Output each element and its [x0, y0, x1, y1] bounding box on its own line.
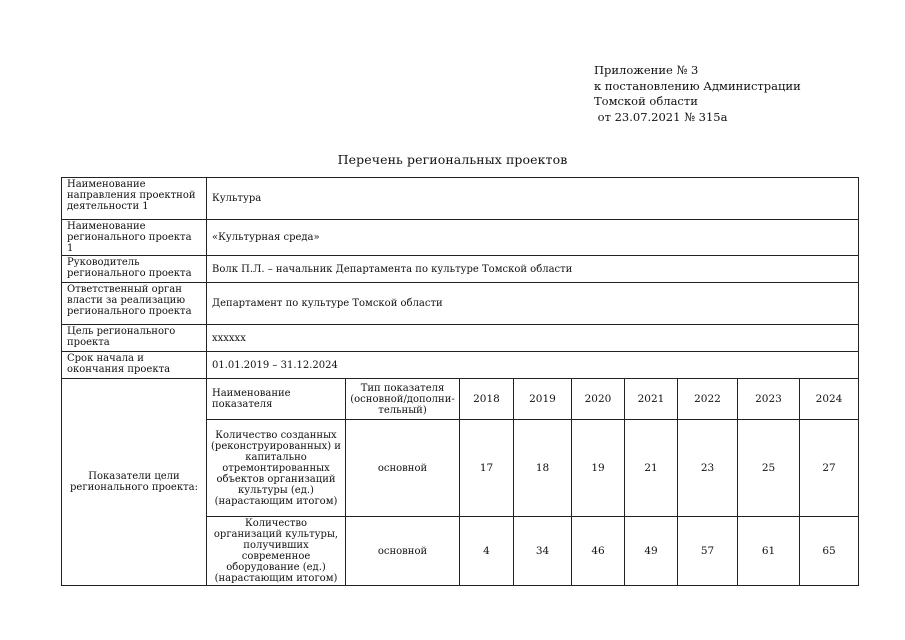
row-value: Культура	[207, 178, 859, 220]
indicator-value: 25	[738, 420, 800, 517]
indicator-name: Количество созданных (реконструированных) и капитально отремонтированных объектов организаций культуры (ед.) (нарастающим итогом)	[207, 420, 346, 517]
row-value: 01.01.2019 – 31.12.2024	[207, 352, 859, 379]
appendix-line-2: к постановлению Администрации	[594, 78, 801, 93]
indicator-value: 65	[800, 517, 859, 586]
year-header: 2023	[738, 379, 800, 420]
year-header: 2022	[678, 379, 738, 420]
table-row	[62, 256, 859, 283]
row-label: Руководитель регионального проекта	[62, 256, 207, 283]
row-label: Срок начала и окончания проекта	[62, 352, 207, 379]
indicator-value: 23	[678, 420, 738, 517]
row-label: Ответственный орган власти за реализацию регионального проекта	[62, 283, 207, 325]
row-value: Департамент по культуре Томской области	[207, 283, 859, 325]
indicators-header-row	[62, 379, 859, 420]
document-title: Перечень региональных проектов	[337, 152, 568, 167]
table-row	[62, 352, 859, 379]
indicator-type: основной	[346, 517, 460, 586]
indicators-label: Показатели цели регионального проекта:	[62, 379, 207, 586]
indicator-value: 46	[572, 517, 625, 586]
year-header: 2024	[800, 379, 859, 420]
year-header: 2020	[572, 379, 625, 420]
row-label: Наименование направления проектной деятельности 1	[62, 178, 207, 220]
indicator-name: Количество организаций культуры, получивших современное оборудование (ед.) (нарастающим итогом)	[207, 517, 346, 586]
table-row	[62, 283, 859, 325]
row-label: Цель регионального проекта	[62, 325, 207, 352]
indicator-value: 49	[625, 517, 678, 586]
appendix-line-4: от 23.07.2021 № 315а	[594, 109, 728, 124]
indicator-name-header: Наименование показателя	[207, 379, 346, 420]
year-header: 2019	[514, 379, 572, 420]
year-header: 2018	[460, 379, 514, 420]
indicator-value: 19	[572, 420, 625, 517]
row-value: Волк П.Л. – начальник Департамента по культуре Томской области	[207, 256, 859, 283]
appendix-block	[594, 63, 801, 125]
indicator-value: 4	[460, 517, 514, 586]
appendix-line-1: Приложение № 3	[594, 63, 699, 77]
year-header: 2021	[625, 379, 678, 420]
indicator-value: 57	[678, 517, 738, 586]
row-value: xxxxxx	[207, 325, 859, 352]
table-row	[62, 178, 859, 220]
row-label: Наименование регионального проекта 1	[62, 220, 207, 256]
row-value: «Культурная среда»	[207, 220, 859, 256]
indicator-type-header: Тип показателя (основной/дополни-тельный)	[346, 379, 460, 420]
indicator-value: 34	[514, 517, 572, 586]
indicator-value: 61	[738, 517, 800, 586]
indicator-type: основной	[346, 420, 460, 517]
table-row	[62, 220, 859, 256]
table-row	[62, 325, 859, 352]
appendix-line-3: Томской области	[594, 94, 698, 108]
indicator-value: 21	[625, 420, 678, 517]
indicator-value: 17	[460, 420, 514, 517]
indicator-value: 27	[800, 420, 859, 517]
projects-table	[61, 177, 859, 586]
indicator-value: 18	[514, 420, 572, 517]
